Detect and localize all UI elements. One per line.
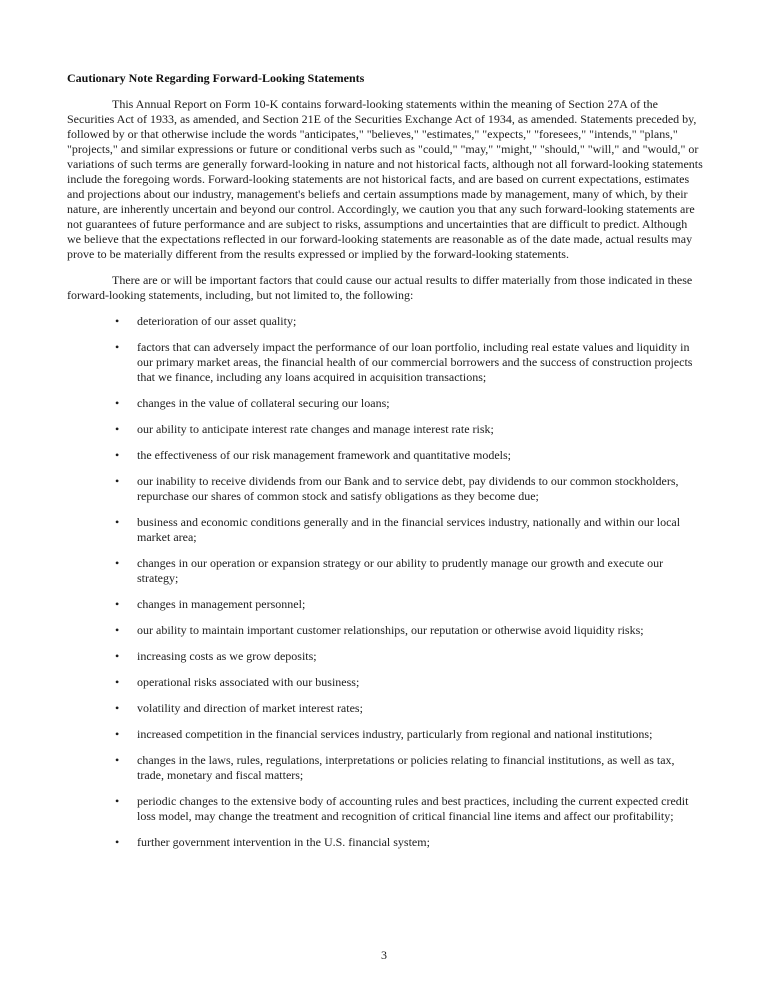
- list-item: [67, 515, 704, 545]
- list-item-text: volatility and direction of market interest rates;: [137, 701, 363, 715]
- list-item: [67, 753, 704, 783]
- list-item: [67, 314, 704, 329]
- list-item: [67, 623, 704, 638]
- list-item: [67, 396, 704, 411]
- bullet-icon: •: [115, 597, 120, 611]
- bullet-icon: •: [115, 675, 120, 689]
- list-item-text: changes in the value of collateral securing our loans;: [137, 396, 390, 410]
- bullet-icon: •: [115, 422, 120, 436]
- list-item-text: the effectiveness of our risk management framework and quantitative models;: [137, 448, 511, 462]
- list-item-text: operational risks associated with our business;: [137, 675, 360, 689]
- bullet-icon: •: [115, 448, 120, 462]
- bullet-icon: •: [115, 340, 120, 354]
- paragraph-important-factors: There are or will be important factors that could cause our actual results to differ materially from those indicated in these forward-looking statements, including, but not limited to, the following:: [67, 273, 693, 302]
- list-item-text: changes in our operation or expansion strategy or our ability to prudently manage our growth and execute our strategy;: [137, 556, 664, 585]
- list-item-text: our inability to receive dividends from our Bank and to service debt, pay dividends to our common stockholders, repurchase our shares of common stock and satisfy obligations as they become due;: [137, 474, 679, 503]
- page-number: 3: [381, 948, 387, 962]
- bullet-icon: •: [115, 396, 120, 410]
- bullet-icon: •: [115, 515, 120, 529]
- list-item: [67, 649, 704, 664]
- paragraph-forward-looking-intro: This Annual Report on Form 10-K contains forward-looking statements within the meaning of Section 27A of the Securities Act of 1933, as amended, and Section 21E of the Securities Exchange Act of 1934, as amended. Statements preceded by, followed by or that otherwise include the words "anticipates," "believes," "estimates," "expects," "foresees," "intends," "plans," "projects," and similar expressions or future or conditional verbs such as "could," "may," "might," "should," "will," and "would," or variations of such terms are generally forward-looking in nature and not historical facts, although not all forward-looking statements include the foregoing words. Forward-looking statements are not historical facts, and are based on current expectations, estimates and projections about our industry, management's beliefs and certain assumptions made by management, many of which, by their nature, are inherently uncertain and beyond our control. Accordingly, we caution you that any such forward-looking statements are not guarantees of future performance and are subject to risks, assumptions and uncertainties that are difficult to predict. Although we believe that the expectations reflected in our forward-looking statements are reasonable as of the date made, actual results may prove to be materially different from the results expressed or implied by the forward-looking statements.: [67, 97, 703, 261]
- list-item-text: deterioration of our asset quality;: [137, 314, 297, 328]
- bullet-icon: •: [115, 727, 120, 741]
- bullet-icon: •: [115, 835, 120, 849]
- list-item-text: further government intervention in the U.S. financial system;: [137, 835, 430, 849]
- bullet-icon: •: [115, 556, 120, 570]
- list-item: [67, 794, 704, 824]
- list-item-text: changes in the laws, rules, regulations, interpretations or policies relating to financial institutions, as well as tax, trade, monetary and fiscal matters;: [137, 753, 675, 782]
- list-item-text: our ability to maintain important customer relationships, our reputation or otherwise avoid liquidity risks;: [137, 623, 644, 637]
- list-item-text: increased competition in the financial services industry, particularly from regional and national institutions;: [137, 727, 653, 741]
- list-item-text: our ability to anticipate interest rate changes and manage interest rate risk;: [137, 422, 494, 436]
- list-item: [67, 340, 704, 385]
- list-item: [67, 727, 704, 742]
- list-item: [67, 701, 704, 716]
- list-item-text: business and economic conditions generally and in the financial services industry, nationally and within our local market area;: [137, 515, 681, 544]
- page-content: [67, 71, 704, 850]
- list-item-text: changes in management personnel;: [137, 597, 306, 611]
- bullet-icon: •: [115, 474, 120, 488]
- list-item-text: increasing costs as we grow deposits;: [137, 649, 317, 663]
- list-item: [67, 675, 704, 690]
- list-item-text: periodic changes to the extensive body of accounting rules and best practices, including the current expected credit loss model, may change the treatment and recognition of critical financial line items and affect our profitability;: [137, 794, 689, 823]
- bullet-icon: •: [115, 753, 120, 767]
- list-item: [67, 474, 704, 504]
- list-item: [67, 556, 704, 586]
- list-item-text: factors that can adversely impact the performance of our loan portfolio, including real estate values and liquidity in our primary market areas, the financial health of our commercial borrowers and the success of construction projects that we finance, including any loans acquired in acquisition transactions;: [137, 340, 693, 384]
- section-heading: Cautionary Note Regarding Forward-Looking Statements: [67, 71, 365, 85]
- bullet-icon: •: [115, 794, 120, 808]
- bullet-icon: •: [115, 701, 120, 715]
- list-item: [67, 422, 704, 437]
- bullet-icon: •: [115, 314, 120, 328]
- list-item: [67, 597, 704, 612]
- bullet-icon: •: [115, 649, 120, 663]
- list-item: [67, 448, 704, 463]
- list-item: [67, 835, 704, 850]
- risk-factor-list: [67, 314, 704, 850]
- bullet-icon: •: [115, 623, 120, 637]
